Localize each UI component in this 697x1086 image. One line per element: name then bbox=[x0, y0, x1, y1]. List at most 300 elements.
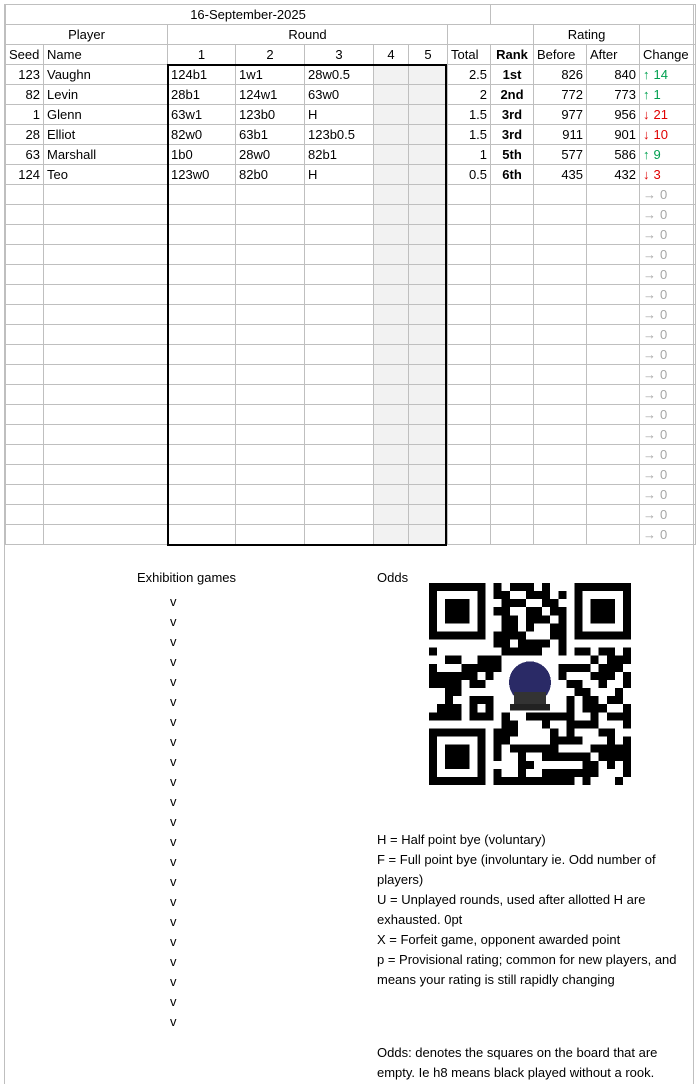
seed-cell bbox=[6, 185, 44, 205]
exhibition-mark: v bbox=[170, 854, 177, 869]
round-3-cell: 82b1 bbox=[305, 145, 374, 165]
round-2-cell: 63b1 bbox=[236, 125, 305, 145]
arrow-up-icon: ↑ bbox=[643, 66, 650, 82]
round-4-cell bbox=[374, 525, 409, 545]
round-1-cell bbox=[168, 445, 236, 465]
round-2-header: 2 bbox=[236, 45, 305, 65]
round-2-cell: 123b0 bbox=[236, 105, 305, 125]
arrow-down-icon: ↓ bbox=[643, 166, 650, 182]
odds-note: Odds: denotes the squares on the board that are empty. Ie h8 means black played without a rook. bbox=[377, 1045, 658, 1080]
change-value: 1 bbox=[653, 86, 661, 102]
change-value: 0 bbox=[660, 386, 668, 402]
odds-title: Odds bbox=[377, 570, 409, 585]
round-4-cell bbox=[374, 65, 409, 85]
before-cell bbox=[534, 385, 587, 405]
round-2-cell: 124w1 bbox=[236, 85, 305, 105]
before-cell bbox=[534, 265, 587, 285]
rank-cell: 3rd bbox=[491, 125, 534, 145]
name-cell bbox=[44, 445, 168, 465]
after-cell bbox=[587, 365, 640, 385]
rank-cell bbox=[491, 185, 534, 205]
change-cell bbox=[640, 85, 696, 105]
after-cell bbox=[587, 445, 640, 465]
change-cell bbox=[640, 345, 696, 365]
before-cell: 977 bbox=[534, 105, 587, 125]
after-cell bbox=[587, 185, 640, 205]
round-1-cell: 82w0 bbox=[168, 125, 236, 145]
round-3-cell bbox=[305, 325, 374, 345]
round-3-cell: 28w0.5 bbox=[305, 65, 374, 85]
round-2-cell bbox=[236, 325, 305, 345]
total-cell bbox=[448, 185, 491, 205]
after-cell bbox=[587, 205, 640, 225]
before-cell: 577 bbox=[534, 145, 587, 165]
seed-cell bbox=[6, 505, 44, 525]
legend-item: p = Provisional rating; common for new players, and means your rating is still rapidly changing bbox=[377, 952, 677, 987]
total-cell: 2.5 bbox=[448, 65, 491, 85]
seed-cell bbox=[6, 405, 44, 425]
round-3-cell bbox=[305, 485, 374, 505]
after-cell: 773 bbox=[587, 85, 640, 105]
seed-cell bbox=[6, 205, 44, 225]
exhibition-mark: v bbox=[170, 694, 177, 709]
round-4-cell bbox=[374, 165, 409, 185]
round-2-cell bbox=[236, 445, 305, 465]
empty-row bbox=[6, 325, 696, 345]
round-5-cell bbox=[409, 445, 448, 465]
arrow-right-icon: → bbox=[643, 426, 657, 442]
round-1-cell: 28b1 bbox=[168, 85, 236, 105]
round-1-cell: 1b0 bbox=[168, 145, 236, 165]
total-cell bbox=[448, 225, 491, 245]
total-cell bbox=[448, 325, 491, 345]
change-value: 10 bbox=[653, 126, 668, 142]
change-value: 0 bbox=[660, 346, 668, 362]
round-3-cell bbox=[305, 405, 374, 425]
empty-row bbox=[6, 245, 696, 265]
player-group-header: Player bbox=[6, 25, 168, 45]
round-4-cell bbox=[374, 205, 409, 225]
seed-cell bbox=[6, 245, 44, 265]
name-cell: Glenn bbox=[44, 105, 168, 125]
notes-area bbox=[5, 545, 695, 1084]
exhibition-title: Exhibition games bbox=[137, 570, 236, 585]
round-2-cell bbox=[236, 405, 305, 425]
change-value: 0 bbox=[660, 446, 668, 462]
round-5-cell bbox=[409, 525, 448, 545]
exhibition-mark: v bbox=[170, 914, 177, 929]
change-cell bbox=[640, 225, 696, 245]
change-value: 0 bbox=[660, 326, 668, 342]
change-value: 0 bbox=[660, 266, 668, 282]
round-5-cell bbox=[409, 465, 448, 485]
after-cell bbox=[587, 425, 640, 445]
after-cell bbox=[587, 525, 640, 545]
arrow-right-icon: → bbox=[643, 386, 657, 402]
arrow-up-icon: ↑ bbox=[643, 146, 650, 162]
empty-row bbox=[6, 345, 696, 365]
qr-code-image bbox=[429, 583, 631, 785]
round-5-cell bbox=[409, 105, 448, 125]
round-1-cell bbox=[168, 365, 236, 385]
date-row bbox=[6, 5, 696, 25]
after-cell: 956 bbox=[587, 105, 640, 125]
change-cell bbox=[640, 125, 696, 145]
after-cell bbox=[587, 465, 640, 485]
date-cell: 16-September-2025 bbox=[6, 5, 491, 25]
seed-cell: 82 bbox=[6, 85, 44, 105]
after-cell bbox=[587, 285, 640, 305]
round-5-cell bbox=[409, 425, 448, 445]
arrow-right-icon: → bbox=[643, 286, 657, 302]
rank-cell: 6th bbox=[491, 165, 534, 185]
rank-cell bbox=[491, 305, 534, 325]
round-2-cell bbox=[236, 285, 305, 305]
round-3-cell bbox=[305, 445, 374, 465]
seed-header: Seed bbox=[6, 45, 44, 65]
round-2-cell bbox=[236, 425, 305, 445]
change-value: 0 bbox=[660, 226, 668, 242]
arrow-right-icon: → bbox=[643, 366, 657, 382]
round-1-cell bbox=[168, 305, 236, 325]
rank-cell bbox=[491, 325, 534, 345]
change-value: 0 bbox=[660, 206, 668, 222]
round-2-cell: 28w0 bbox=[236, 145, 305, 165]
legend-item: H = Half point bye (voluntary) bbox=[377, 832, 546, 847]
exhibition-mark: v bbox=[170, 754, 177, 769]
round-4-cell bbox=[374, 405, 409, 425]
arrow-down-icon: ↓ bbox=[643, 126, 650, 142]
change-cell bbox=[640, 205, 696, 225]
round-5-cell bbox=[409, 185, 448, 205]
total-cell: 2 bbox=[448, 85, 491, 105]
legend-item: X = Forfeit game, opponent awarded point bbox=[377, 932, 621, 947]
round-5-cell bbox=[409, 405, 448, 425]
standings-table bbox=[5, 4, 696, 545]
round-1-cell bbox=[168, 385, 236, 405]
seed-cell bbox=[6, 285, 44, 305]
rank-cell bbox=[491, 405, 534, 425]
name-cell bbox=[44, 385, 168, 405]
round-1-cell: 124b1 bbox=[168, 65, 236, 85]
round-5-cell bbox=[409, 325, 448, 345]
round-1-cell bbox=[168, 405, 236, 425]
empty-row bbox=[6, 525, 696, 545]
round-1-cell bbox=[168, 245, 236, 265]
exhibition-mark: v bbox=[170, 734, 177, 749]
before-cell bbox=[534, 205, 587, 225]
round-3-header: 3 bbox=[305, 45, 374, 65]
round-2-cell bbox=[236, 505, 305, 525]
after-cell bbox=[587, 225, 640, 245]
exhibition-mark: v bbox=[170, 714, 177, 729]
legend-item: U = Unplayed rounds, used after allotted H are exhausted. 0pt bbox=[377, 892, 646, 927]
before-cell: 435 bbox=[534, 165, 587, 185]
name-cell bbox=[44, 225, 168, 245]
round-2-cell bbox=[236, 345, 305, 365]
total-cell bbox=[448, 425, 491, 445]
round-5-cell bbox=[409, 65, 448, 85]
round-2-cell bbox=[236, 525, 305, 545]
after-cell bbox=[587, 405, 640, 425]
round-3-cell bbox=[305, 465, 374, 485]
round-5-cell bbox=[409, 345, 448, 365]
exhibition-mark: v bbox=[170, 974, 177, 989]
exhibition-mark: v bbox=[170, 1014, 177, 1029]
exhibition-mark: v bbox=[170, 594, 177, 609]
rank-cell bbox=[491, 205, 534, 225]
seed-cell bbox=[6, 345, 44, 365]
arrow-right-icon: → bbox=[643, 446, 657, 462]
round-2-cell bbox=[236, 305, 305, 325]
rank-cell bbox=[491, 525, 534, 545]
total-cell bbox=[448, 505, 491, 525]
round-1-cell bbox=[168, 525, 236, 545]
arrow-right-icon: → bbox=[643, 186, 657, 202]
round-4-cell bbox=[374, 225, 409, 245]
round-2-cell bbox=[236, 265, 305, 285]
total-cell bbox=[448, 525, 491, 545]
name-cell bbox=[44, 205, 168, 225]
arrow-right-icon: → bbox=[643, 326, 657, 342]
after-cell bbox=[587, 245, 640, 265]
round-5-cell bbox=[409, 85, 448, 105]
before-cell: 911 bbox=[534, 125, 587, 145]
after-cell bbox=[587, 505, 640, 525]
round-4-cell bbox=[374, 445, 409, 465]
round-4-cell bbox=[374, 345, 409, 365]
name-cell bbox=[44, 245, 168, 265]
round-2-cell bbox=[236, 365, 305, 385]
total-cell bbox=[448, 405, 491, 425]
exhibition-marks bbox=[170, 592, 190, 1032]
rating-group-header: Rating bbox=[534, 25, 640, 45]
rank-header: Rank bbox=[491, 45, 534, 65]
arrow-right-icon: → bbox=[643, 506, 657, 522]
player-row bbox=[6, 105, 696, 125]
before-cell bbox=[534, 345, 587, 365]
change-value: 0 bbox=[660, 466, 668, 482]
before-cell bbox=[534, 525, 587, 545]
change-cell bbox=[640, 485, 696, 505]
round-5-header: 5 bbox=[409, 45, 448, 65]
seed-cell bbox=[6, 365, 44, 385]
round-2-cell bbox=[236, 385, 305, 405]
empty-row bbox=[6, 405, 696, 425]
empty-row bbox=[6, 425, 696, 445]
change-cell bbox=[640, 265, 696, 285]
rank-cell bbox=[491, 445, 534, 465]
name-cell bbox=[44, 525, 168, 545]
round-4-cell bbox=[374, 245, 409, 265]
empty-row bbox=[6, 485, 696, 505]
arrow-right-icon: → bbox=[643, 406, 657, 422]
arrow-down-icon: ↓ bbox=[643, 106, 650, 122]
before-cell bbox=[534, 225, 587, 245]
round-5-cell bbox=[409, 385, 448, 405]
change-cell bbox=[640, 525, 696, 545]
round-1-cell bbox=[168, 225, 236, 245]
round-2-cell bbox=[236, 465, 305, 485]
seed-cell bbox=[6, 525, 44, 545]
before-header: Before bbox=[534, 45, 587, 65]
change-cell bbox=[640, 385, 696, 405]
change-value: 14 bbox=[653, 66, 668, 82]
after-cell bbox=[587, 325, 640, 345]
empty-row bbox=[6, 225, 696, 245]
change-cell bbox=[640, 165, 696, 185]
round-1-cell bbox=[168, 265, 236, 285]
rank-cell bbox=[491, 285, 534, 305]
change-header: Change bbox=[640, 45, 696, 65]
seed-cell bbox=[6, 385, 44, 405]
rank-cell bbox=[491, 265, 534, 285]
total-cell: 1 bbox=[448, 145, 491, 165]
before-cell: 826 bbox=[534, 65, 587, 85]
round-2-cell bbox=[236, 225, 305, 245]
empty-row bbox=[6, 445, 696, 465]
change-cell bbox=[640, 425, 696, 445]
round-4-cell bbox=[374, 385, 409, 405]
round-1-cell bbox=[168, 505, 236, 525]
round-4-cell bbox=[374, 285, 409, 305]
name-cell bbox=[44, 285, 168, 305]
round-3-cell: H bbox=[305, 165, 374, 185]
legend bbox=[377, 830, 683, 990]
seed-cell bbox=[6, 325, 44, 345]
rank-cell bbox=[491, 465, 534, 485]
total-header: Total bbox=[448, 45, 491, 65]
round-3-cell: 123b0.5 bbox=[305, 125, 374, 145]
round-2-cell bbox=[236, 205, 305, 225]
rank-cell: 2nd bbox=[491, 85, 534, 105]
seed-cell bbox=[6, 425, 44, 445]
round-group-header: Round bbox=[168, 25, 448, 45]
name-cell: Vaughn bbox=[44, 65, 168, 85]
total-cell: 0.5 bbox=[448, 165, 491, 185]
change-value: 0 bbox=[660, 526, 668, 542]
empty-row bbox=[6, 505, 696, 525]
round-3-cell bbox=[305, 225, 374, 245]
name-cell bbox=[44, 305, 168, 325]
round-4-cell bbox=[374, 325, 409, 345]
round-3-cell bbox=[305, 205, 374, 225]
exhibition-mark: v bbox=[170, 894, 177, 909]
name-cell bbox=[44, 265, 168, 285]
round-5-cell bbox=[409, 145, 448, 165]
arrow-right-icon: → bbox=[643, 306, 657, 322]
before-cell bbox=[534, 305, 587, 325]
name-cell bbox=[44, 345, 168, 365]
change-value: 0 bbox=[660, 506, 668, 522]
empty-row bbox=[6, 205, 696, 225]
arrow-right-icon: → bbox=[643, 206, 657, 222]
total-cell bbox=[448, 245, 491, 265]
after-cell: 901 bbox=[587, 125, 640, 145]
after-cell bbox=[587, 265, 640, 285]
total-cell: 1.5 bbox=[448, 105, 491, 125]
exhibition-mark: v bbox=[170, 814, 177, 829]
rank-cell: 3rd bbox=[491, 105, 534, 125]
round-2-cell bbox=[236, 185, 305, 205]
before-cell bbox=[534, 245, 587, 265]
total-cell: 1.5 bbox=[448, 125, 491, 145]
change-value: 0 bbox=[660, 426, 668, 442]
arrow-up-icon: ↑ bbox=[643, 86, 650, 102]
exhibition-mark: v bbox=[170, 634, 177, 649]
name-cell bbox=[44, 485, 168, 505]
name-cell bbox=[44, 405, 168, 425]
round-3-cell bbox=[305, 525, 374, 545]
exhibition-mark: v bbox=[170, 934, 177, 949]
change-value: 0 bbox=[660, 286, 668, 302]
round-3-cell bbox=[305, 385, 374, 405]
player-row bbox=[6, 145, 696, 165]
round-4-cell bbox=[374, 485, 409, 505]
round-3-cell bbox=[305, 505, 374, 525]
empty-row bbox=[6, 465, 696, 485]
exhibition-mark: v bbox=[170, 654, 177, 669]
total-cell bbox=[448, 285, 491, 305]
round-5-cell bbox=[409, 305, 448, 325]
change-value: 21 bbox=[653, 106, 668, 122]
change-cell bbox=[640, 105, 696, 125]
round-5-cell bbox=[409, 205, 448, 225]
round-4-cell bbox=[374, 425, 409, 445]
exhibition-mark: v bbox=[170, 794, 177, 809]
before-cell bbox=[534, 465, 587, 485]
round-5-cell bbox=[409, 485, 448, 505]
player-row bbox=[6, 125, 696, 145]
before-cell bbox=[534, 365, 587, 385]
round-3-cell bbox=[305, 185, 374, 205]
round-4-cell bbox=[374, 305, 409, 325]
player-row bbox=[6, 85, 696, 105]
exhibition-mark: v bbox=[170, 994, 177, 1009]
after-header: After bbox=[587, 45, 640, 65]
round-3-cell bbox=[305, 425, 374, 445]
round-3-cell bbox=[305, 345, 374, 365]
empty-row bbox=[6, 305, 696, 325]
seed-cell: 63 bbox=[6, 145, 44, 165]
rank-cell bbox=[491, 485, 534, 505]
round-3-cell bbox=[305, 305, 374, 325]
round-1-cell bbox=[168, 185, 236, 205]
exhibition-mark: v bbox=[170, 774, 177, 789]
rank-cell bbox=[491, 245, 534, 265]
change-cell bbox=[640, 145, 696, 165]
round-4-cell bbox=[374, 265, 409, 285]
arrow-right-icon: → bbox=[643, 526, 657, 542]
round-4-cell bbox=[374, 365, 409, 385]
change-cell bbox=[640, 245, 696, 265]
change-cell bbox=[640, 285, 696, 305]
round-5-cell bbox=[409, 285, 448, 305]
before-cell bbox=[534, 445, 587, 465]
round-2-cell: 1w1 bbox=[236, 65, 305, 85]
change-value: 0 bbox=[660, 246, 668, 262]
arrow-right-icon: → bbox=[643, 266, 657, 282]
before-cell bbox=[534, 505, 587, 525]
round-1-cell bbox=[168, 485, 236, 505]
change-value: 0 bbox=[660, 366, 668, 382]
before-cell bbox=[534, 325, 587, 345]
total-cell bbox=[448, 305, 491, 325]
arrow-right-icon: → bbox=[643, 246, 657, 262]
exhibition-mark: v bbox=[170, 874, 177, 889]
round-5-cell bbox=[409, 505, 448, 525]
change-value: 3 bbox=[653, 166, 661, 182]
